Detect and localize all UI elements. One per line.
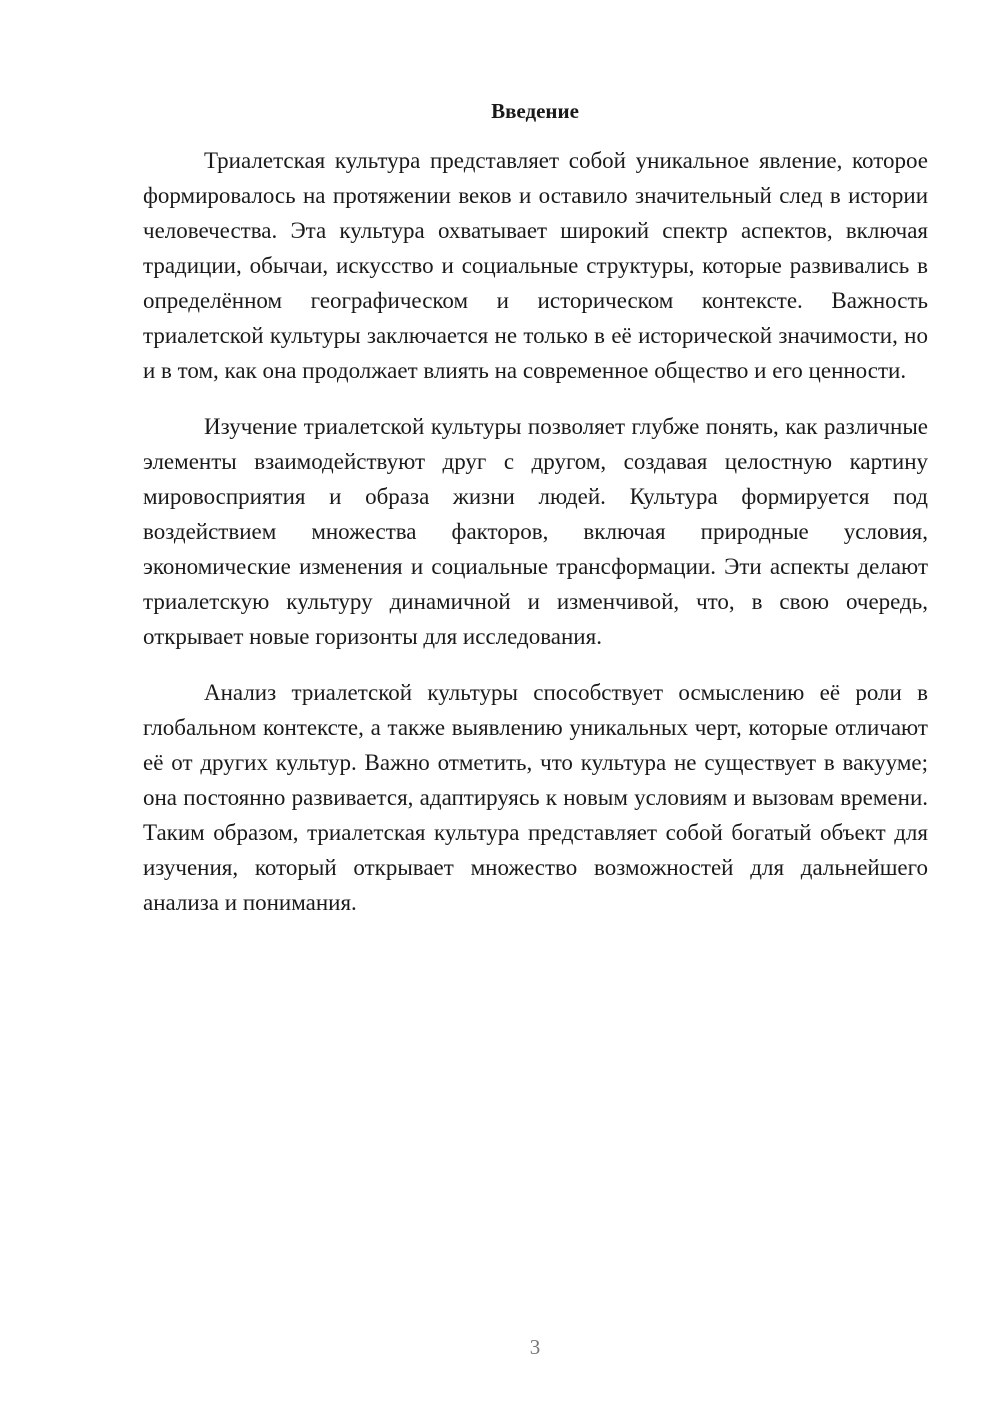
- body-text: [143, 143, 928, 941]
- paragraph-3: Анализ триалетской культуры способствует осмыслению её роли в глобальном контексте, а также выявлению уникальных черт, которые отличают её от других культур. Важно отметить, что культура не существует в вакууме; она постоянно развивается, адаптируясь к новым условиям и вызовам времени. Таким образом, триалетская культура представляет собой богатый объект для изучения, который открывает множество возможностей для дальнейшего анализа и понимания.: [143, 680, 928, 915]
- paragraph-1: Триалетская культура представляет собой уникальное явление, которое формировалось на протяжении веков и оставило значительный след в истории человечества. Эта культура охватывает широкий спектр аспектов, включая традиции, обычаи, искусство и социальные структуры, которые развивались в определённом географическом и историческом контексте. Важность триалетской культуры заключается не только в её исторической значимости, но и в том, как она продолжает влиять на современное общество и его ценности.: [143, 148, 928, 383]
- section-title: Введение: [491, 99, 579, 123]
- page-number: 3: [529, 1335, 541, 1359]
- paragraph-2: Изучение триалетской культуры позволяет глубже понять, как различные элементы взаимодействуют друг с другом, создавая целостную картину мировосприятия и образа жизни людей. Культура формируется под воздействием множества факторов, включая природные условия, экономические изменения и социальные трансформации. Эти аспекты делают триалетскую культуру динамичной и изменчивой, что, в свою очередь, открывает новые горизонты для исследования.: [143, 414, 928, 649]
